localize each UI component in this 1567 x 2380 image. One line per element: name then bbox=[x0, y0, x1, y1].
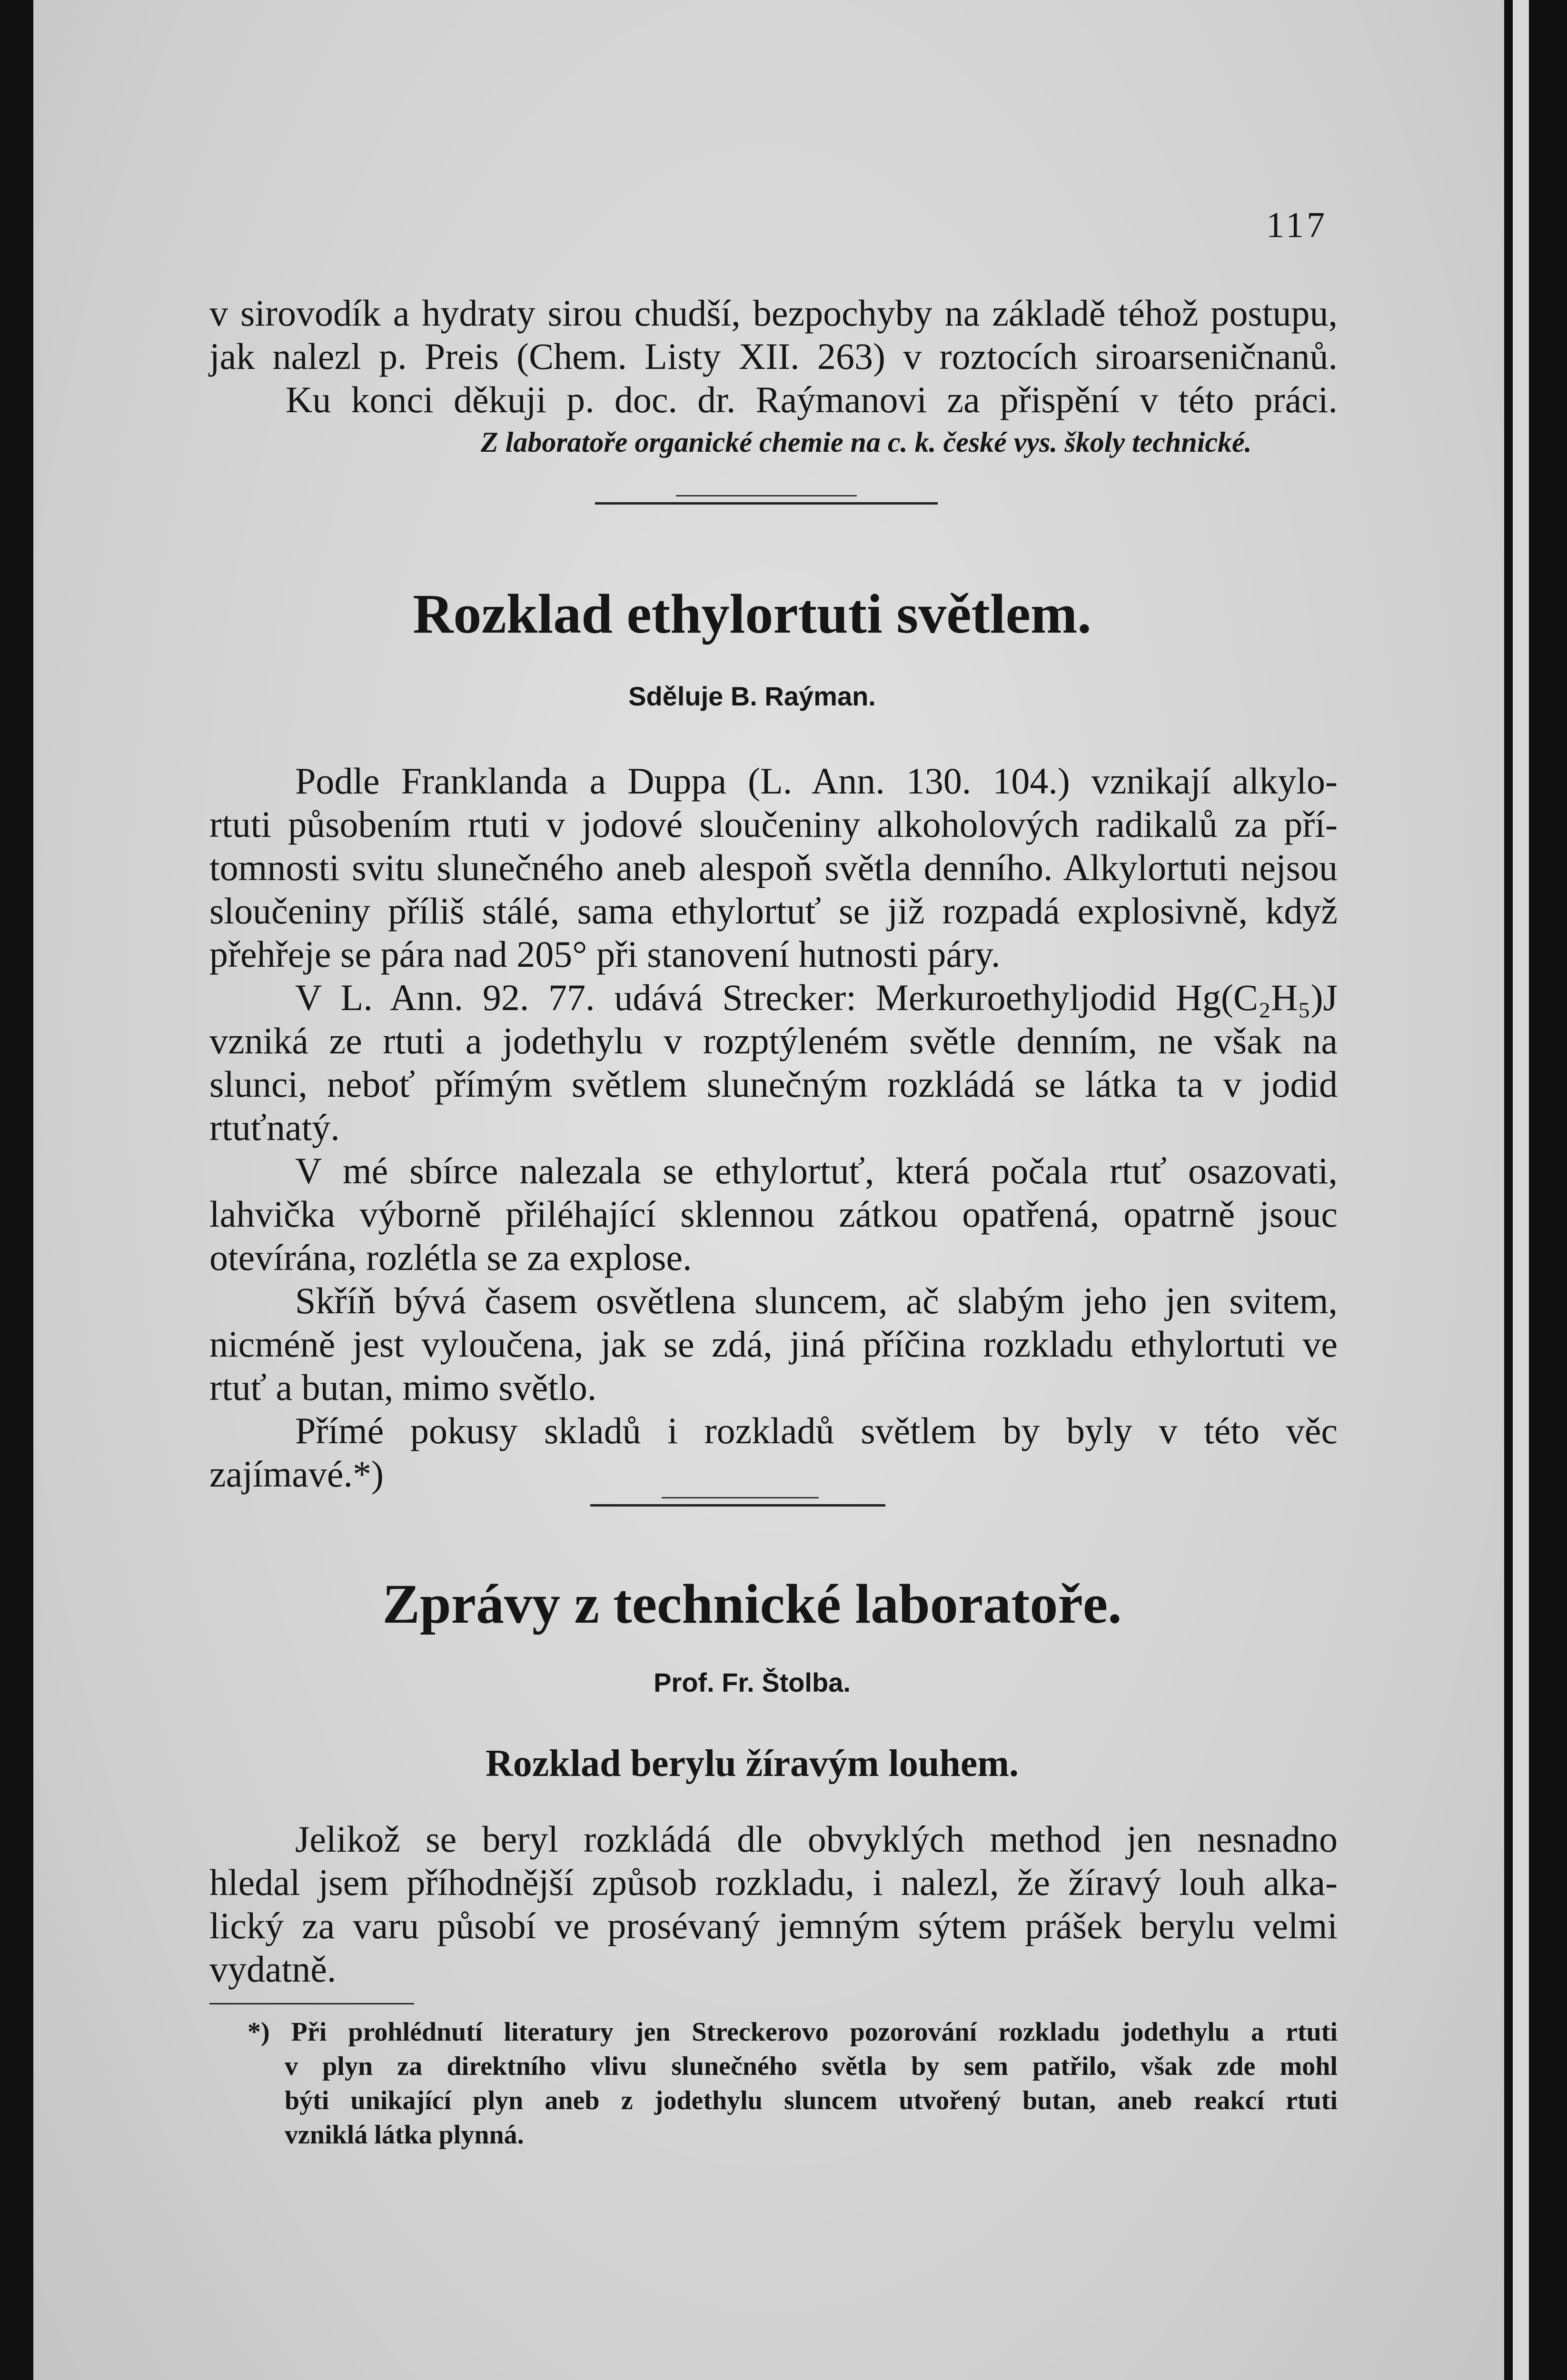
footnote-line: v plyn za direktního vlivu slunečného světla by sem patřilo, však zde mohl bbox=[285, 2052, 1338, 2081]
body-line: Jelikož se beryl rozkládá dle obvyklých method jen nesnadno bbox=[295, 1818, 1338, 1860]
body-line: přehřeje se pára nad 205° při stanovení hutnosti páry. bbox=[209, 933, 1001, 975]
body-line: lahvička výborně přiléhající sklennou zátkou opatřená, opatrně jsouc bbox=[209, 1193, 1338, 1235]
body-line: Skříň bývá časem osvětlena sluncem, ač slabým jeho jen svitem, bbox=[295, 1280, 1338, 1321]
body-line: vzniká ze rtuti a jodethylu v rozptýleném světle denním, ne však na bbox=[209, 1020, 1338, 1061]
body-line: tomnosti svitu slunečného aneb alespoň světla denního. Alkylortuti nejsou bbox=[209, 847, 1338, 888]
footnote-rule bbox=[209, 2003, 414, 2004]
intro-paragraph bbox=[209, 291, 1338, 421]
article-title: Rozklad ethylortuti světlem. bbox=[413, 583, 1091, 645]
subsection-title: Rozklad berylu žíravým louhem. bbox=[486, 1743, 1019, 1785]
body-line: lický za varu působí ve prosévaný jemným sýtem prášek berylu velmi bbox=[209, 1905, 1338, 1946]
body-line: Podle Franklanda a Duppa (L. Ann. 130. 104.) vznikají alkylo- bbox=[295, 760, 1338, 802]
footnote-line: *) Při prohlédnutí literatury jen Streckerovo pozorování rozkladu jodethylu a rtuti bbox=[248, 2017, 1338, 2047]
footnote bbox=[248, 2015, 1338, 2152]
article-body bbox=[209, 759, 1338, 1496]
body-line: Přímé pokusy skladů i rozkladů světlem by byly v této věc bbox=[295, 1410, 1338, 1451]
section-body bbox=[209, 1817, 1338, 1991]
body-line: rtuťnatý. bbox=[209, 1107, 340, 1148]
section-title: Zprávy z technické laboratoře. bbox=[382, 1573, 1122, 1635]
separator-rule bbox=[676, 495, 857, 496]
body-line: V mé sbírce nalezala se ethylortuť, která počala rtuť osazovati, bbox=[295, 1150, 1338, 1191]
scan-left-edge bbox=[0, 0, 33, 2380]
intro-line: v sirovodík a hydraty sirou chudší, bezpochyby na základě téhož postupu, bbox=[209, 292, 1338, 334]
body-line: nicméně jest vyloučena, jak se zdá, jiná příčina rozkladu ethylortuti ve bbox=[209, 1323, 1338, 1365]
separator-rule bbox=[590, 1504, 885, 1507]
footnote-line: býti unikající plyn aneb z jodethylu sluncem utvořený butan, aneb reakcí rtuti bbox=[285, 2086, 1338, 2115]
footnote-line: vzniklá látka plynná. bbox=[285, 2120, 524, 2150]
page-number: 117 bbox=[1266, 205, 1328, 245]
separator-rule bbox=[595, 502, 938, 505]
article-byline: Sděluje B. Raýman. bbox=[628, 681, 876, 711]
body-line: sloučeniny příliš stálé, sama ethylortuť se již rozpadá explosivně, když bbox=[209, 890, 1338, 932]
lab-credit: Z laboratoře organické chemie na c. k. české vys. školy technické. bbox=[481, 426, 1252, 458]
scan-right-edge bbox=[1504, 0, 1567, 2380]
body-line: hledal jsem příhodnější způsob rozkladu, i nalezl, že žíravý louh alka- bbox=[209, 1862, 1338, 1903]
separator-rule bbox=[662, 1497, 819, 1498]
body-line: V L. Ann. 92. 77. udává Strecker: Merkuroethyljodid Hg(C₂H₅)J bbox=[295, 977, 1338, 1018]
body-line: zajímavé.*) bbox=[209, 1453, 384, 1495]
body-line: otevírána, rozlétla se za explose. bbox=[209, 1237, 692, 1278]
section-byline: Prof. Fr. Štolba. bbox=[654, 1667, 851, 1697]
body-line: vydatně. bbox=[209, 1948, 337, 1990]
intro-line: Ku konci děkuji p. doc. dr. Raýmanovi za přispění v této práci. bbox=[286, 379, 1338, 420]
intro-line: jak nalezl p. Preis (Chem. Listy XII. 263) v roztocích siroarseničnanů. bbox=[209, 336, 1338, 377]
body-line: rtuť a butan, mimo světlo. bbox=[209, 1367, 597, 1408]
body-line: slunci, neboť přímým světlem slunečným rozkládá se látka ta v jodid bbox=[209, 1063, 1338, 1105]
body-line: rtuti působením rtuti v jodové sloučeniny alkoholových radikalů za pří- bbox=[209, 803, 1338, 845]
